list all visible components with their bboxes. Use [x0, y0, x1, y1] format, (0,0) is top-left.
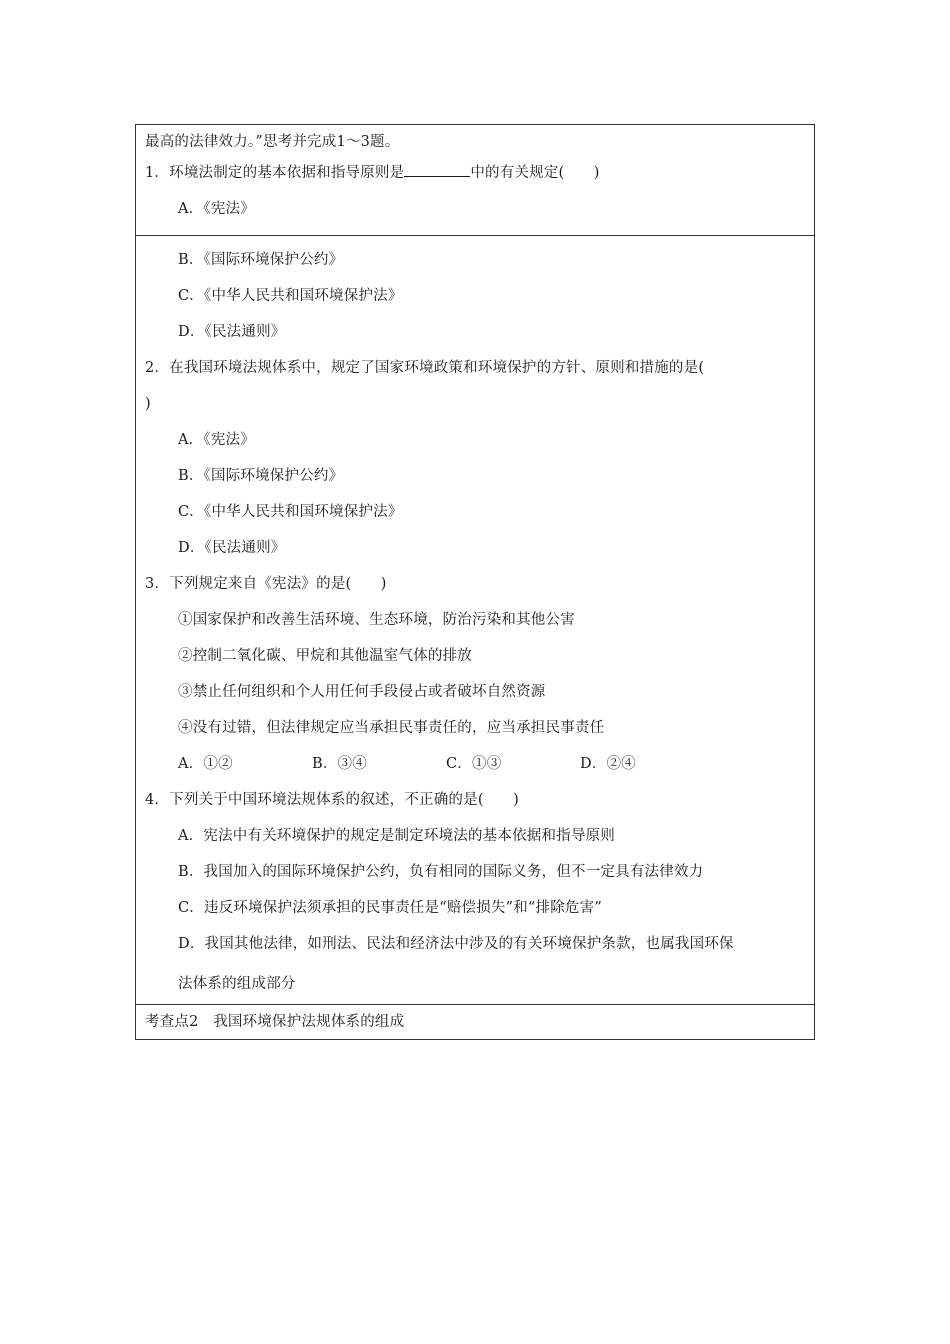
question-4-option-d: D．我国其他法律，如刑法、民法和经济法中涉及的有关环境保护条款，也属我国环保 — [178, 936, 734, 952]
question-4-option-d-cont: 法体系的组成部分 — [178, 976, 296, 992]
table-cell-section — [136, 1004, 814, 1039]
question-3-option-b: B．③④ — [312, 756, 367, 772]
question-3-item-1: ①国家保护和改善生活环境、生态环境，防治污染和其他公害 — [178, 612, 575, 628]
question-2-option-b: B．《国际环境保护公约》 — [178, 468, 344, 484]
question-1-option-a: A．《宪法》 — [178, 201, 255, 217]
question-2-option-a: A．《宪法》 — [178, 432, 255, 448]
question-1-option-d: D．《民法通则》 — [178, 324, 286, 340]
question-4-option-c: C．违反环境保护法须承担的民事责任是“赔偿损失”和“排除危害” — [178, 900, 602, 916]
table-cell-questions — [136, 235, 814, 1004]
question-3-stem: 3．下列规定来自《宪法》的是( ) — [145, 576, 387, 592]
answer-blank — [404, 162, 470, 177]
question-4-option-a: A．宪法中有关环境保护的规定是制定环境法的基本依据和指导原则 — [178, 828, 615, 844]
section-title: 考查点2 我国环境保护法规体系的组成 — [145, 1014, 405, 1030]
worksheet-table — [135, 124, 815, 1040]
question-3-option-d: D．②④ — [580, 756, 636, 772]
question-2-option-c: C．《中华人民共和国环境保护法》 — [178, 504, 403, 520]
question-1-stem-after: 中的有关规定( ) — [470, 165, 600, 181]
question-3-option-a: A．①② — [178, 756, 233, 772]
question-3-item-3: ③禁止任何组织和个人用任何手段侵占或者破坏自然资源 — [178, 684, 546, 700]
question-3-item-2: ②控制二氧化碳、甲烷和其他温室气体的排放 — [178, 648, 472, 664]
question-1-stem-before: 1．环境法制定的基本依据和指导原则是 — [145, 165, 405, 181]
question-3-item-4: ④没有过错，但法律规定应当承担民事责任的，应当承担民事责任 — [178, 720, 605, 736]
intro-text: 最高的法律效力。”思考并完成1～3题。 — [145, 134, 400, 150]
question-2-option-d: D．《民法通则》 — [178, 540, 286, 556]
question-4-option-b: B．我国加入的国际环境保护公约，负有相同的国际义务，但不一定具有法律效力 — [178, 864, 704, 880]
question-4-stem: 4．下列关于中国环境法规体系的叙述，不正确的是( ) — [145, 792, 519, 808]
question-2-stem-cont: ) — [145, 396, 151, 412]
table-cell-intro — [136, 125, 814, 235]
question-1-option-b: B．《国际环境保护公约》 — [178, 252, 344, 268]
question-3-option-c: C．①③ — [446, 756, 502, 772]
question-3-options — [145, 746, 806, 782]
question-1-option-c: C．《中华人民共和国环境保护法》 — [178, 288, 403, 304]
question-2-stem: 2．在我国环境法规体系中，规定了国家环境政策和环境保护的方针、原则和措施的是( — [145, 360, 705, 376]
question-1-stem — [145, 155, 806, 191]
